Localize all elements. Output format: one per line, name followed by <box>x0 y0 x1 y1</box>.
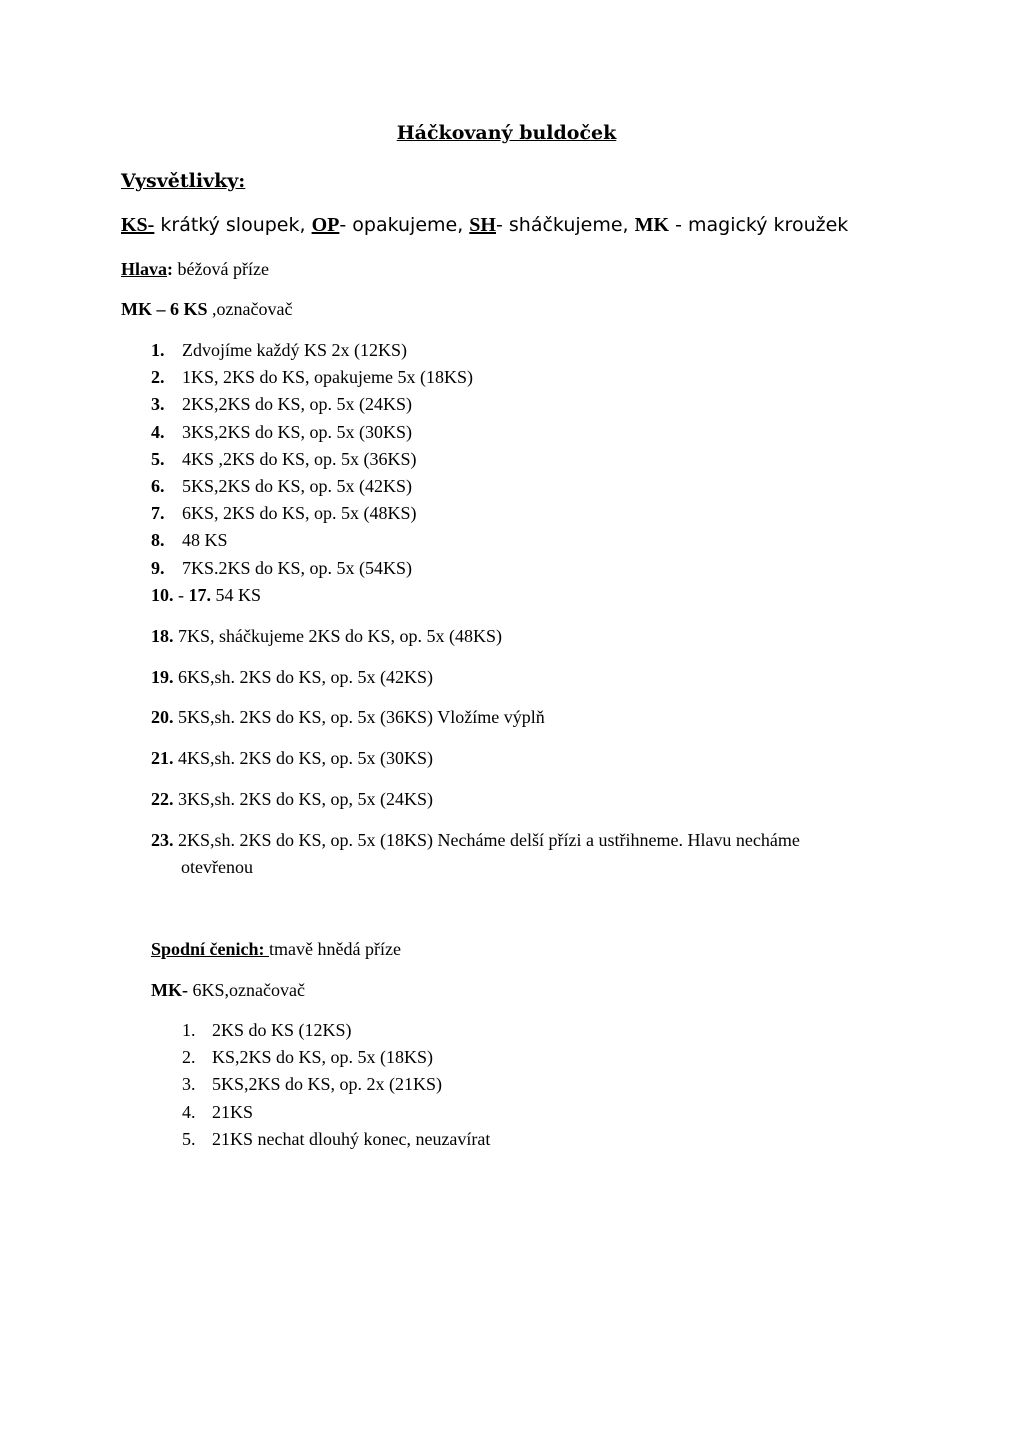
muzzle-yarn: tmavě hnědá příze <box>269 939 401 959</box>
row-number: 8. <box>151 530 165 551</box>
head-start-line <box>121 299 292 320</box>
row-text: 5KS,sh. 2KS do KS, op. 5x (36KS) Vložíme výplň <box>173 707 545 727</box>
row-number: 21. <box>151 748 174 768</box>
row-text: 2KS do KS (12KS) <box>212 1020 352 1040</box>
head-row-22 <box>151 786 433 813</box>
muzzle-start-rest: 6KS,označovač <box>187 980 305 1000</box>
row-text: 7KS, sháčkujeme 2KS do KS, op. 5x (48KS) <box>173 626 502 646</box>
range-dash: - <box>173 585 189 605</box>
row-number: 20. <box>151 707 174 727</box>
muzzle-start-line <box>151 977 305 1004</box>
row-number: 9. <box>151 557 165 578</box>
row-number: 4. <box>151 421 165 442</box>
row-text: 5KS,2KS do KS, op. 5x (42KS) <box>182 475 413 496</box>
row-text-continuation: otevřenou <box>181 857 253 877</box>
row-text: Zdvojíme každý KS 2x (12KS) <box>182 340 407 360</box>
legend-desc-op: - opakujeme, <box>339 214 470 236</box>
row-number: 7. <box>151 503 165 524</box>
row-text: 6KS, 2KS do KS, op. 5x (48KS) <box>182 503 417 524</box>
legend-abbr-mk: MK <box>634 214 670 236</box>
row-number: 1. <box>151 340 165 360</box>
head-section-heading <box>121 259 269 280</box>
row-number: 5. <box>182 1128 196 1149</box>
head-label: Hlava <box>121 259 168 279</box>
muzzle-section-heading <box>151 936 401 963</box>
row-text: 2KS,2KS do KS, op. 5x (24KS) <box>182 394 413 415</box>
row-text: 6KS,sh. 2KS do KS, op. 5x (42KS) <box>173 667 434 687</box>
head-row-21 <box>151 745 433 772</box>
range-to: 17. <box>188 585 211 605</box>
head-row-23 <box>151 827 891 881</box>
head-range-row <box>151 582 261 609</box>
legend-desc-ks: krátký sloupek, <box>154 214 312 236</box>
head-start-bold: MK – 6 KS <box>121 299 208 319</box>
head-row-19 <box>151 664 433 691</box>
row-text: 48 KS <box>182 530 228 551</box>
head-start-rest: ,označovač <box>207 299 293 319</box>
head-row-20 <box>151 704 545 731</box>
row-number: 1. <box>182 1020 196 1040</box>
legend-heading: Vysvětlivky: <box>121 170 246 192</box>
row-text: 4KS ,2KS do KS, op. 5x (36KS) <box>182 448 417 469</box>
row-text: 3KS,sh. 2KS do KS, op, 5x (24KS) <box>173 789 434 809</box>
legend-abbr-ks: KS- <box>121 214 155 236</box>
row-text: 4KS,sh. 2KS do KS, op. 5x (30KS) <box>173 748 434 768</box>
row-text: 5KS,2KS do KS, op. 2x (21KS) <box>212 1074 443 1095</box>
head-row-18 <box>151 623 502 650</box>
legend-abbr-sh: SH <box>469 214 496 236</box>
head-yarn: béžová příze <box>173 259 269 279</box>
row-number: 3. <box>151 394 165 415</box>
row-number: 6. <box>151 475 165 496</box>
row-number: 18. <box>151 626 174 646</box>
range-from: 10. <box>151 585 174 605</box>
head-label-colon: : <box>167 259 174 279</box>
range-text: 54 KS <box>211 585 262 605</box>
row-text: 2KS,sh. 2KS do KS, op. 5x (18KS) Necháme delší přízi a ustřihneme. Hlavu necháme <box>173 830 800 850</box>
row-number: 5. <box>151 448 165 469</box>
row-number: 4. <box>182 1101 196 1122</box>
row-text: 21KS nechat dlouhý konec, neuzavírat <box>212 1128 491 1149</box>
muzzle-label: Spodní čenich: <box>151 939 270 959</box>
legend-line <box>121 214 848 237</box>
row-number: 2. <box>151 367 165 388</box>
document-title: Háčkovaný buldoček <box>396 122 617 144</box>
row-number: 2. <box>182 1047 196 1068</box>
row-text: 3KS,2KS do KS, op. 5x (30KS) <box>182 421 413 442</box>
row-number: 22. <box>151 789 174 809</box>
row-number: 3. <box>182 1074 196 1095</box>
legend-desc-sh: - sháčkujeme, <box>495 214 635 236</box>
legend-abbr-op: OP <box>311 214 340 236</box>
row-number: 23. <box>151 830 174 850</box>
row-number: 19. <box>151 667 174 687</box>
row-text: 21KS <box>212 1101 254 1122</box>
row-text: 1KS, 2KS do KS, opakujeme 5x (18KS) <box>182 367 473 388</box>
row-text: 7KS.2KS do KS, op. 5x (54KS) <box>182 557 413 578</box>
legend-desc-mk: - magický kroužek <box>669 214 849 236</box>
muzzle-start-bold: MK- <box>151 980 188 1000</box>
row-text: KS,2KS do KS, op. 5x (18KS) <box>212 1047 434 1068</box>
